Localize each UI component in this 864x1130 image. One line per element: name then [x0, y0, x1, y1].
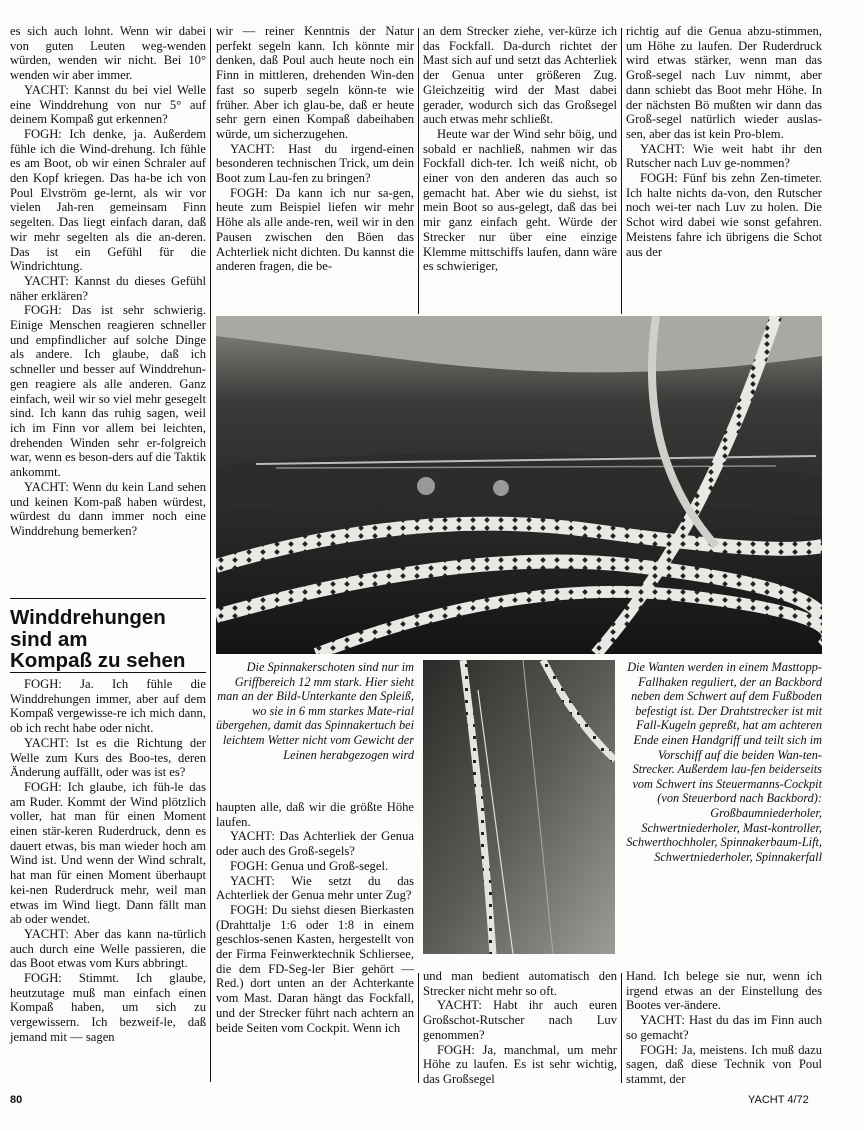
photo-spinnaker-sheets — [216, 316, 822, 654]
article-column-3-bottom — [423, 969, 617, 1087]
paragraph: wir — reiner Kenntnis der Natur perfekt segeln kann. Ich könnte mir denken, daß Poul auch heute noch ein Finn in mittleren, drehenden Win-den fast so superb segeln könn-te wie früher. Aber ich glau-be, daß er heute sehr gern einen Kompaß dabeihaben würde, um sicherzugehen. — [216, 24, 414, 141]
headline-line: Winddrehungen — [10, 606, 166, 629]
paragraph: FOGH: Das ist sehr schwierig. Einige Menschen reagieren schneller und empfindlicher auf solche Dinge als andere. Ich glaube, daß ich schneller und besser auf Winddrehun-gen reagiere als alle anderen. Ganz einfach, weil wir so viel mehr gesegelt sind. Ich kann das ruhig sagen, weil ich im Finn vor allem bei leichten, drehenden Winden sehr er-folgreich war, wenn es beson-ders auf die Taktik ankommt. — [10, 303, 206, 480]
paragraph: YACHT: Kannst du dieses Gefühl näher erklären? — [10, 273, 206, 303]
paragraph: YACHT: Ist es die Richtung der Welle zum Kurs des Boo-tes, deren Änderung auffällt, oder was ist es? — [10, 735, 206, 780]
photo-caption-shrouds: Die Wanten werden in einem Masttopp-Fallhaken reguliert, der an Backbord neben dem Schwert auf dem Fußboden befestigt ist. Der Drahtstrecker ist mit Fall-Kugeln gepreßt, hat am achteren Ende einen Handgriff und teilt sich im Vorschiff auf die beiden Wan-ten-Strecker. Außerdem lau-fen beiderseits vom Schwert ins Steuermanns-Cockpit (von Steuerbord nach Backbord): Großbaumniederholer, Schwertniederholer, Mast-kontroller, Schwerthochholer, Spinnakerbaum-Lift, Schwertniederholer, Spinnakerfall — [626, 660, 822, 864]
column-rule-3 — [621, 28, 622, 314]
paragraph: YACHT: Habt ihr auch euren Großschot-Rutscher nach Luv genommen? — [423, 998, 617, 1042]
photo-shroud-adjusters — [423, 660, 615, 954]
paragraph: an dem Strecker ziehe, ver-kürze ich das Fockfall. Da-durch richtet der Mast sich auf und setzt das Achterliek der Genua unter größeren Zug. Gleichzeitig wird der Mast dabei gerader, wodurch sich das Großsegel auch etwas mehr schließt. — [423, 24, 617, 127]
paragraph: YACHT: Wie setzt du das Achterliek der Genua mehr unter Zug? — [216, 873, 414, 903]
paragraph: Hand. Ich belege sie nur, wenn ich irgend etwas an der Einstellung des Bootes ver-ändere. — [626, 969, 822, 1013]
paragraph: FOGH: Ich glaube, ich füh-le das am Ruder. Kommt der Wind plötzlich voller, hat man für einen Moment einen stär-keren Ruderdruck, denn es dauert etwas, bis man wieder hoch am Wind ist. Und wenn der Wind schralt, hat man für einen Moment überhaupt kei-nen Ruderdruck mehr, weil man etwas im Wind liegt. Dann fällt man ab oder wendet. — [10, 779, 206, 927]
paragraph: YACHT: Aber das kann na-türlich auch durch eine Welle passieren, die das Boot etwas vom Kurs abbringt. — [10, 926, 206, 971]
paragraph: YACHT: Wie weit habt ihr den Rutscher nach Luv ge-nommen? — [626, 141, 822, 171]
paragraph: FOGH: Fünf bis zehn Zen-timeter. Ich halte nichts da-von, den Rutscher noch wei-ter nach Luv zu holen. Die Schot wird dabei wie sonst gefahren. Meistens fahre ich übrigens die Schot aus der — [626, 171, 822, 259]
article-column-4-bottom — [626, 969, 822, 1087]
paragraph: YACHT: Wenn du kein Land sehen und keinen Kom-paß haben würdest, würdest du dann immer noch eine Winddrehung bemerken? — [10, 479, 206, 538]
paragraph: FOGH: Stimmt. Ich glaube, heutzutage muß man einfach einen Kompaß haben, um sich zu vergewissern. Ich bezweif-le, daß jemand mit — sagen — [10, 971, 206, 1044]
article-column-1-bottom — [10, 677, 206, 1045]
paragraph: es sich auch lohnt. Wenn wir dabei von guten Leuten weg-wenden würden, wenden wir nicht. Bei 10° wenden wir aber immer. — [10, 24, 206, 83]
paragraph: YACHT: Das Achterliek der Genua oder auch des Groß-segels? — [216, 829, 414, 859]
paragraph: richtig auf die Genua abzu-stimmen, um Höhe zu laufen. Der Ruderdruck wird etwas stärker, wenn man das Groß-segel nach Luv nimmt, aber dann schiebt das Boot mehr Höhe. In der nächsten Bö mußten wir dann das Groß-segel natürlich wieder auslas-sen, aber das ist kein Pro-blem. — [626, 24, 822, 141]
paragraph: YACHT: Kannst du bei viel Welle eine Winddrehung von nur 5° auf deinem Kompaß gut erkennen? — [10, 82, 206, 127]
paragraph: Heute war der Wind sehr böig, und sobald er nachließ, nahmen wir das Fockfall dich-ter. Ich weiß nicht, ob einer von den anderen das auch so gemacht hat. Aber wie du siehst, ist mein Boot so aus-gelegt, daß das bei mir ganz einfach geht. Würde der Strecker nur über eine einzige Klemme mittschiffs laufen, dann wäre es schwieriger, — [423, 126, 617, 274]
page-number: 80 — [10, 1094, 23, 1106]
headline-line: Kompaß zu sehen — [10, 649, 186, 672]
column-rule-1 — [210, 28, 211, 1082]
paragraph: haupten alle, daß wir die größte Höhe laufen. — [216, 800, 414, 829]
paragraph: FOGH: Ich denke, ja. Außerdem fühle ich die Wind-drehung. Ich fühle es am Boot, ob wir einen Schraler auf den Kopf kriegen. Das ha-be ich von Poul Elvström ge-lernt, als wir vor vielen Jah-ren gemeinsam Finn segelten. Das liegt einfach daran, daß wir mehr segelten als die an-deren. Das ist ein Gefühl für die Windrichtung. — [10, 126, 206, 274]
article-column-3-top — [423, 24, 617, 274]
paragraph: YACHT: Hast du irgend-einen besonderen technischen Trick, um dein Boot zum Lau-fen zu bringen? — [216, 141, 414, 186]
headline-rule-bottom — [10, 672, 206, 673]
article-column-4-top — [626, 24, 822, 259]
paragraph: FOGH: Ja, meistens. Ich muß dazu sagen, daß diese Technik von Poul stammt, der — [626, 1042, 822, 1086]
article-column-2-bottom — [216, 800, 414, 1035]
paragraph: FOGH: Du siehst diesen Bierkasten (Drahttalje 1:6 oder 1:8 in einem geschlos-senen Kasten, hergestellt von der Firma Feinwerktechnik Schliersee, die dem FD-Seg-ler Bier gehört — Red.) dort unten an der Achterkante vom Mast. Daran hängt das Fockfall, und der Strecker führt nach achtern an beide Seiten vom Cockpit. Wenn ich — [216, 902, 414, 1035]
article-column-1-top — [10, 24, 206, 539]
paragraph: YACHT: Hast du das im Finn auch so gemacht? — [626, 1013, 822, 1042]
paragraph: und man bedient automatisch den Strecker nicht mehr so oft. — [423, 969, 617, 998]
paragraph: FOGH: Ja. Ich fühle die Winddrehungen immer, aber auf dem Kompaß vergewisse-re ich mich dann, ob ich recht habe oder nicht. — [10, 677, 206, 736]
headline-line: sind am — [10, 627, 88, 651]
magazine-issue: YACHT 4/72 — [748, 1094, 809, 1106]
headline-rule-top — [10, 598, 206, 599]
section-headline — [10, 607, 208, 672]
paragraph: FOGH: Genua und Groß-segel. — [230, 858, 389, 873]
paragraph: FOGH: Da kann ich nur sa-gen, heute zum Beispiel liefen wir mehr Höhe als alle ande-ren, weil wir in den Pausen zwischen den Böen das Achterliek nicht dichten. Du kannst die anderen fragen, die be- — [216, 185, 414, 274]
article-column-2-top — [216, 24, 414, 274]
photo-caption-spinnaker: Die Spinnakerschoten sind nur im Griffbereich 12 mm stark. Hier sieht man an der Bild-Unterkante den Spleiß, wo sie in 6 mm starkes Mate-rial übergehen, damit das Spinnakertuch bei leichtem Wetter nicht vom Gewicht der Leinen herabgezogen wird — [216, 660, 414, 762]
column-rule-2 — [418, 28, 419, 314]
column-rule-5 — [621, 973, 622, 1083]
column-rule-4 — [418, 973, 419, 1083]
paragraph: FOGH: Ja, manchmal, um mehr Höhe zu laufen. Es ist sehr wichtig, das Großsegel — [423, 1042, 617, 1086]
